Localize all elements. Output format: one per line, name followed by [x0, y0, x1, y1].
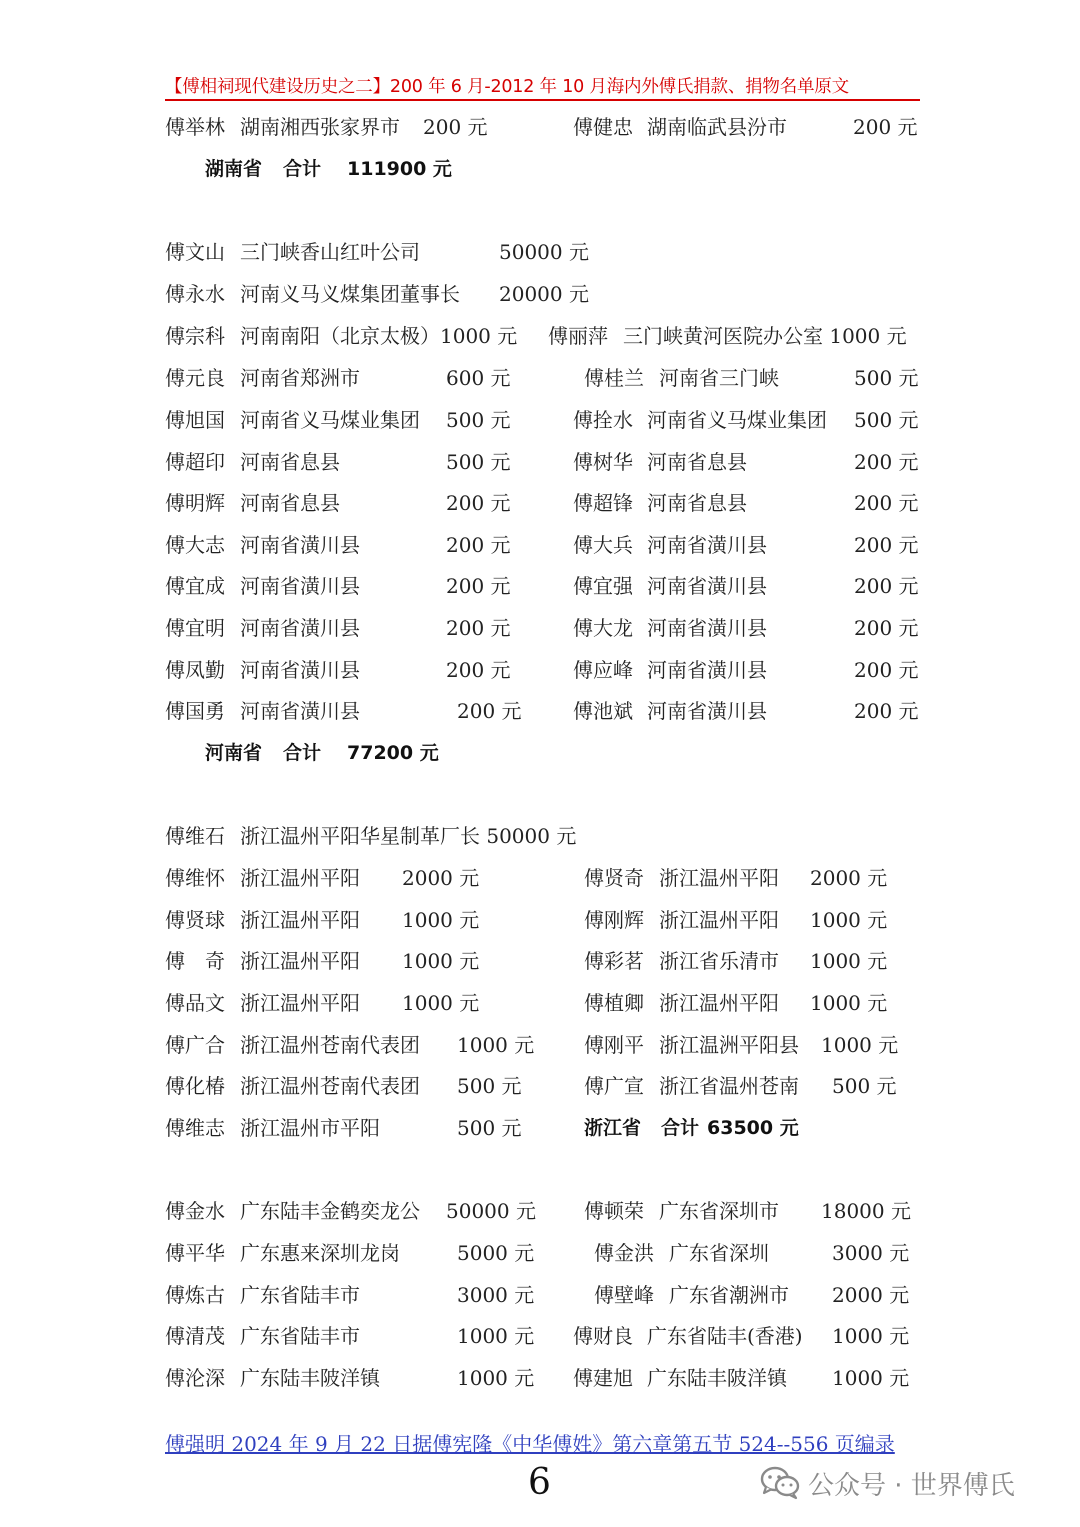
donation-amount: 200 元: [446, 574, 511, 598]
donor-location: 广东省陆丰(香港): [647, 1324, 803, 1348]
donor-location: 广东省潮洲市: [669, 1283, 789, 1307]
total-amount: 111900 元: [347, 158, 452, 180]
donation-amount: 20000 元: [499, 282, 589, 306]
donation-amount: 2000 元: [832, 1283, 910, 1307]
donor-location: 浙江温州平阳华星制革厂长 50000 元: [240, 824, 577, 848]
list-item: [165, 1196, 925, 1226]
donor-name: 傅宜成: [165, 574, 225, 598]
donor-name: 傅 奇: [165, 949, 225, 973]
donor-name: 傅壁峰: [594, 1283, 654, 1307]
donor-location: 河南省义马煤业集团: [240, 408, 420, 432]
donor-location: 浙江温州平阳: [240, 991, 360, 1015]
donor-name: 傅品文: [165, 991, 225, 1015]
donor-name: 傅植卿: [584, 991, 644, 1015]
donation-amount: 200 元: [854, 450, 919, 474]
donor-location: 广东省深圳市: [659, 1199, 779, 1223]
list-item: [165, 696, 925, 726]
donation-amount: 200 元: [423, 115, 488, 139]
donation-amount: 500 元: [446, 450, 511, 474]
wechat-icon: [760, 1466, 800, 1500]
donor-location: 浙江温洲平阳县: [659, 1033, 799, 1057]
donor-name: 傅凤勤: [165, 658, 225, 682]
total-label: 合计: [283, 742, 322, 764]
list-item: [165, 1071, 925, 1101]
donor-name: 傅拴水: [573, 408, 633, 432]
donation-amount: 500 元: [854, 408, 919, 432]
donor-name: 傅广宣: [584, 1074, 644, 1098]
donation-amount: 200 元: [854, 574, 919, 598]
donation-amount: 1000 元: [457, 1324, 535, 1348]
donor-name: 傅举林: [165, 115, 225, 139]
page-header: 【傅相祠现代建设历史之二】200 年 6 月-2012 年 10 月海内外傅氏捐款、捐物名单原文: [165, 73, 920, 101]
list-item: [165, 1238, 925, 1268]
donation-amount: 200 元: [446, 616, 511, 640]
donor-location: 浙江温州平阳: [240, 866, 360, 890]
donor-location: 河南省潢川县: [240, 533, 360, 557]
donor-location: 浙江温州平阳: [659, 866, 779, 890]
donation-amount: 500 元: [854, 366, 919, 390]
donation-amount: 18000 元: [821, 1199, 911, 1223]
donor-name: 傅大兵: [573, 533, 633, 557]
donation-amount: 200 元: [854, 616, 919, 640]
donor-name: 傅永水: [165, 282, 225, 306]
list-item: [165, 1030, 925, 1060]
donor-location: 浙江省乐清市: [659, 949, 779, 973]
donor-name: 傅应峰: [573, 658, 633, 682]
donation-amount: 1000 元: [402, 991, 480, 1015]
list-item: [165, 655, 925, 685]
donor-location: 河南南阳（北京太极）1000 元: [240, 324, 518, 348]
list-item: [165, 279, 925, 309]
list-item: [165, 1363, 925, 1393]
list-item: [165, 863, 925, 893]
donation-amount: 2000 元: [402, 866, 480, 890]
donor-location: 广东省陆丰市: [240, 1324, 360, 1348]
donor-name: 傅池斌: [573, 699, 633, 723]
donation-amount: 1000 元: [810, 908, 888, 932]
donor-name: 傅大志: [165, 533, 225, 557]
donation-amount: 1000 元: [402, 908, 480, 932]
donor-name: 傅财良: [573, 1324, 633, 1348]
donation-amount: 5000 元: [457, 1241, 535, 1265]
total-province: 浙江省: [584, 1117, 642, 1139]
donation-amount: 1000 元: [457, 1366, 535, 1390]
donor-location: 广东省陆丰市: [240, 1283, 360, 1307]
donor-location: 河南省潢川县: [647, 616, 767, 640]
donation-amount: 200 元: [854, 699, 919, 723]
list-item: [165, 363, 925, 393]
donor-name: 傅顿荣: [584, 1199, 644, 1223]
donor-name: 傅炼古: [165, 1283, 225, 1307]
donor-location: 浙江温州苍南代表团: [240, 1033, 420, 1057]
donation-amount: 200 元: [446, 658, 511, 682]
donor-name: 傅沦深: [165, 1366, 225, 1390]
total-label: 合计: [661, 1117, 700, 1139]
total-amount: 63500 元: [707, 1117, 799, 1139]
donor-location: 三门峡香山红叶公司: [240, 240, 420, 264]
donation-amount: 500 元: [457, 1116, 522, 1140]
donor-location: 河南省潢川县: [647, 658, 767, 682]
donor-name: 傅宗科: [165, 324, 225, 348]
total-label: 合计: [283, 158, 322, 180]
donation-amount: 1000 元: [832, 1366, 910, 1390]
donor-location: 河南省息县: [647, 450, 747, 474]
donor-location: 三门峡黄河医院办公室 1000 元: [623, 324, 907, 348]
donor-location: 河南省三门峡: [659, 366, 779, 390]
province-total: [205, 154, 605, 184]
donor-name: 傅树华: [573, 450, 633, 474]
donor-location: 河南义马义煤集团董事长: [240, 282, 460, 306]
donation-amount: 200 元: [853, 115, 918, 139]
donation-amount: 200 元: [457, 699, 522, 723]
donor-location: 河南省息县: [647, 491, 747, 515]
donation-amount: 50000 元: [499, 240, 589, 264]
list-item: [165, 447, 925, 477]
list-item: [165, 613, 925, 643]
donor-location: 浙江温州平阳: [240, 949, 360, 973]
donor-name: 傅元良: [165, 366, 225, 390]
donor-name: 傅贤球: [165, 908, 225, 932]
list-item: [165, 1280, 925, 1310]
list-item: [165, 1113, 925, 1143]
donor-name: 傅维怀: [165, 866, 225, 890]
donor-location: 河南省潢川县: [647, 533, 767, 557]
list-item: [165, 321, 925, 351]
donor-name: 傅维志: [165, 1116, 225, 1140]
donor-name: 傅平华: [165, 1241, 225, 1265]
donation-amount: 1000 元: [402, 949, 480, 973]
list-item: [165, 488, 925, 518]
donation-amount: 50000 元: [446, 1199, 536, 1223]
donor-location: 广东惠来深圳龙岗: [240, 1241, 400, 1265]
total-province: 河南省: [205, 742, 263, 764]
province-total: [205, 738, 605, 768]
donor-location: 湖南湘西张家界市: [240, 115, 400, 139]
donor-location: 广东陆丰陂洋镇: [647, 1366, 787, 1390]
list-item: [165, 905, 925, 935]
donor-location: 河南省潢川县: [240, 658, 360, 682]
watermark-text: 公众号 · 世界傅氏: [808, 1470, 1015, 1501]
donation-amount: 1000 元: [457, 1033, 535, 1057]
donation-amount: 200 元: [854, 533, 919, 557]
donor-location: 广东陆丰陂洋镇: [240, 1366, 380, 1390]
donor-name: 傅健忠: [573, 115, 633, 139]
donor-name: 傅明辉: [165, 491, 225, 515]
donor-location: 广东省深圳: [669, 1241, 769, 1265]
donor-name: 傅建旭: [573, 1366, 633, 1390]
list-item: [165, 821, 925, 851]
donor-location: 河南省潢川县: [647, 574, 767, 598]
donation-amount: 200 元: [446, 533, 511, 557]
list-item: [165, 571, 925, 601]
list-item: [165, 1321, 925, 1351]
total-province: 湖南省: [205, 158, 263, 180]
donation-amount: 500 元: [832, 1074, 897, 1098]
donor-name: 傅丽萍: [548, 324, 608, 348]
donor-name: 傅刚平: [584, 1033, 644, 1057]
donor-location: 河南省潢川县: [647, 699, 767, 723]
donor-name: 傅化椿: [165, 1074, 225, 1098]
donation-amount: 3000 元: [832, 1241, 910, 1265]
donor-name: 傅金洪: [594, 1241, 654, 1265]
donor-name: 傅广合: [165, 1033, 225, 1057]
list-item: [165, 405, 925, 435]
donor-name: 傅超锋: [573, 491, 633, 515]
donor-location: 浙江温州平阳: [240, 908, 360, 932]
donor-name: 傅刚辉: [584, 908, 644, 932]
donor-location: 河南省郑洲市: [240, 366, 360, 390]
donation-amount: 1000 元: [810, 949, 888, 973]
donor-location: 湖南临武县汾市: [647, 115, 787, 139]
donor-name: 傅国勇: [165, 699, 225, 723]
donor-location: 河南省义马煤业集团: [647, 408, 827, 432]
donor-name: 傅桂兰: [584, 366, 644, 390]
donation-amount: 200 元: [854, 491, 919, 515]
donor-name: 傅金水: [165, 1199, 225, 1223]
donation-amount: 1000 元: [821, 1033, 899, 1057]
donor-location: 浙江温州苍南代表团: [240, 1074, 420, 1098]
donor-location: 广东陆丰金鹤奕龙公: [240, 1199, 420, 1223]
donor-location: 浙江省温州苍南: [659, 1074, 799, 1098]
donor-name: 傅旭国: [165, 408, 225, 432]
donation-amount: 500 元: [457, 1074, 522, 1098]
donor-name: 傅超印: [165, 450, 225, 474]
donor-location: 浙江温州平阳: [659, 908, 779, 932]
donor-location: 河南省潢川县: [240, 616, 360, 640]
donation-amount: 200 元: [446, 491, 511, 515]
donor-location: 河南省潢川县: [240, 574, 360, 598]
watermark: [760, 1463, 1015, 1503]
list-item: [165, 988, 925, 1018]
donor-name: 傅大龙: [573, 616, 633, 640]
donation-amount: 200 元: [854, 658, 919, 682]
donor-name: 傅宜明: [165, 616, 225, 640]
donation-amount: 2000 元: [810, 866, 888, 890]
list-item: [165, 237, 925, 267]
list-item: [165, 946, 925, 976]
total-amount: 77200 元: [347, 742, 439, 764]
footer-note: 傅强明 2024 年 9 月 22 日据傅宪隆《中华傅姓》第六章第五节 524--556 页编录: [165, 1432, 895, 1456]
donation-amount: 1000 元: [832, 1324, 910, 1348]
list-item: [165, 530, 925, 560]
donation-amount: 500 元: [446, 408, 511, 432]
donor-name: 傅文山: [165, 240, 225, 264]
page-number: 6: [528, 1462, 551, 1503]
donation-amount: 3000 元: [457, 1283, 535, 1307]
donation-amount: 1000 元: [810, 991, 888, 1015]
donor-location: 浙江温州市平阳: [240, 1116, 380, 1140]
donor-name: 傅贤奇: [584, 866, 644, 890]
donor-location: 浙江温州平阳: [659, 991, 779, 1015]
donor-location: 河南省息县: [240, 450, 340, 474]
donor-location: 河南省息县: [240, 491, 340, 515]
donor-name: 傅宜强: [573, 574, 633, 598]
list-item: [165, 112, 925, 142]
donor-name: 傅彩茗: [584, 949, 644, 973]
donor-location: 河南省潢川县: [240, 699, 360, 723]
donation-amount: 600 元: [446, 366, 511, 390]
donor-name: 傅清茂: [165, 1324, 225, 1348]
donor-name: 傅维石: [165, 824, 225, 848]
